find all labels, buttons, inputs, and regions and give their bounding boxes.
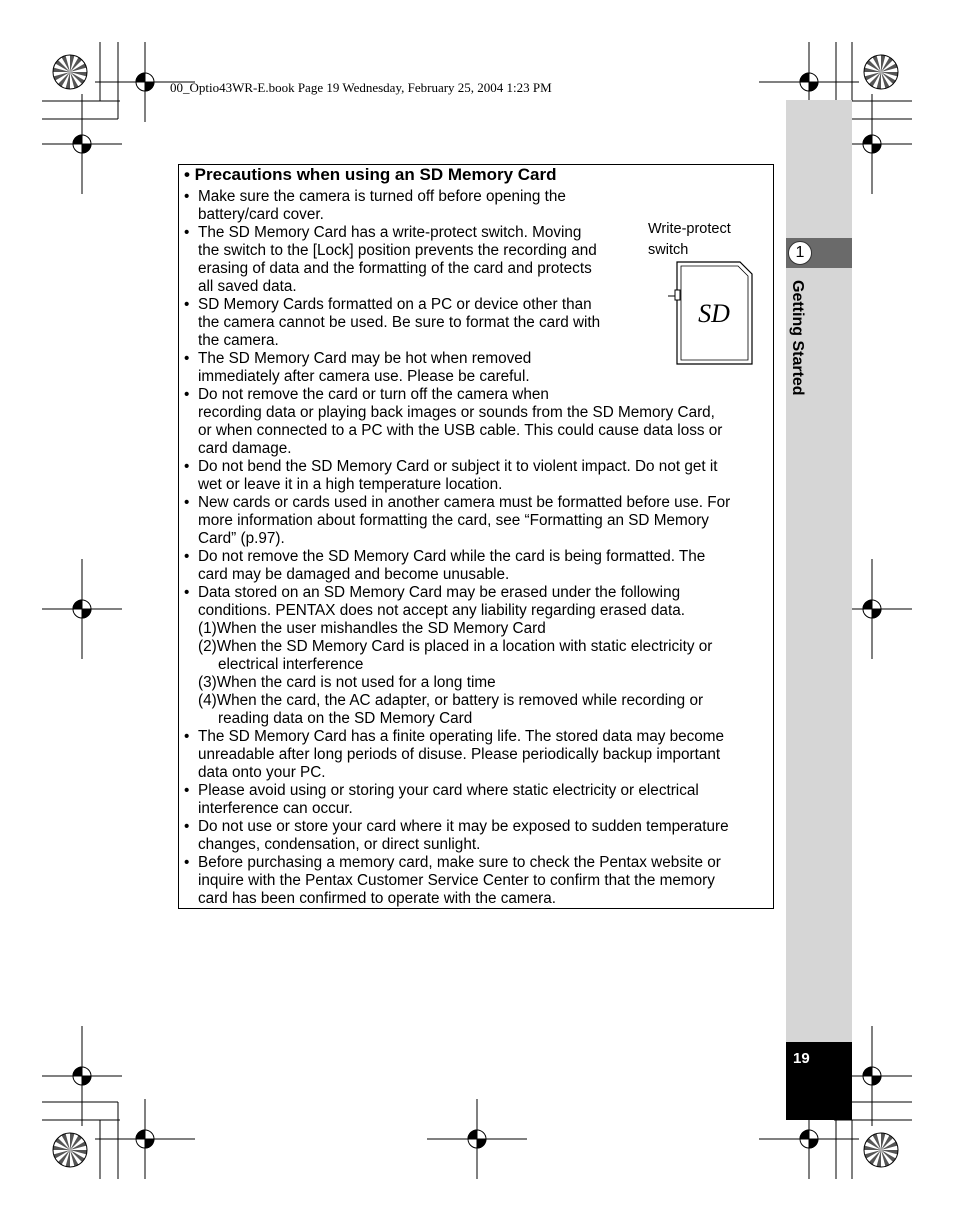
body-text-line: interference can occur. xyxy=(198,800,353,817)
body-text-line: Please avoid using or storing your card where static electricity or electrical xyxy=(198,782,699,799)
body-text-line: card has been confirmed to operate with the camera. xyxy=(198,890,556,907)
body-text-line: electrical interference xyxy=(218,656,364,673)
body-text-line: changes, condensation, or direct sunlight. xyxy=(198,836,481,853)
bullet-mark: • xyxy=(184,350,190,367)
starburst-mark xyxy=(864,1133,898,1167)
body-text-line: (2)When the SD Memory Card is placed in a location with static electricity or xyxy=(198,638,713,655)
body-text-line: Before purchasing a memory card, make sure to check the Pentax website or xyxy=(198,854,721,871)
page-number: 19 xyxy=(793,1050,810,1067)
body-text-line: Do not remove the card or turn off the camera when xyxy=(198,386,549,403)
body-text-line: The SD Memory Card has a finite operating life. The stored data may become xyxy=(198,728,725,745)
body-text-line: the camera. xyxy=(198,332,279,349)
body-text-line: data onto your PC. xyxy=(198,764,326,781)
print-header: 00_Optio43WR-E.book Page 19 Wednesday, February 25, 2004 1:23 PM xyxy=(170,80,552,95)
chapter-title: Getting Started xyxy=(789,280,806,396)
body-text-line: New cards or cards used in another camera must be formatted before use. For xyxy=(198,494,731,511)
section-title: • Precautions when using an SD Memory Card xyxy=(184,165,557,184)
body-text-line: (4)When the card, the AC adapter, or battery is removed while recording or xyxy=(198,692,704,709)
body-text-line: SD Memory Cards formatted on a PC or device other than xyxy=(198,296,592,313)
starburst-mark xyxy=(53,55,87,89)
body-text-line: Do not use or store your card where it may be exposed to sudden temperature xyxy=(198,818,729,835)
bullet-mark: • xyxy=(184,818,190,835)
bullet-mark: • xyxy=(184,296,190,313)
chapter-number: 1 xyxy=(788,241,812,265)
body-text-line: The SD Memory Card may be hot when removed xyxy=(198,350,532,367)
bullet-mark: • xyxy=(184,728,190,745)
body-text-line: reading data on the SD Memory Card xyxy=(218,710,473,727)
body-text-line: more information about formatting the card, see “Formatting an SD Memory xyxy=(198,512,709,529)
body-text-line: conditions. PENTAX does not accept any liability regarding erased data. xyxy=(198,602,685,619)
body-text-line: Do not bend the SD Memory Card or subject it to violent impact. Do not get it xyxy=(198,458,718,475)
starburst-mark xyxy=(53,1133,87,1167)
body-text-line: Do not remove the SD Memory Card while the card is being formatted. The xyxy=(198,548,706,565)
body-text-line: inquire with the Pentax Customer Service Center to confirm that the memory xyxy=(198,872,715,889)
body-text-line: the switch to the [Lock] position prevents the recording and xyxy=(198,242,597,259)
figure-label-line: switch xyxy=(648,241,689,258)
body-text-line: immediately after camera use. Please be careful. xyxy=(198,368,530,385)
starburst-mark xyxy=(864,55,898,89)
body-text-line: battery/card cover. xyxy=(198,206,324,223)
body-text-line: (1)When the user mishandles the SD Memory Card xyxy=(198,620,546,637)
body-text-line: unreadable after long periods of disuse. Please periodically backup important xyxy=(198,746,721,763)
bullet-mark: • xyxy=(184,224,190,241)
bullet-mark: • xyxy=(184,548,190,565)
body-text-line: erasing of data and the formatting of the card and protects xyxy=(198,260,592,277)
body-text-line: Data stored on an SD Memory Card may be erased under the following xyxy=(198,584,681,601)
bullet-mark: • xyxy=(184,494,190,511)
body-text-line: card may be damaged and become unusable. xyxy=(198,566,510,583)
bullet-mark: • xyxy=(184,854,190,871)
figure-label-line: Write-protect xyxy=(648,221,731,237)
body-text-line: Make sure the camera is turned off before opening the xyxy=(198,188,566,205)
body-text-line: The SD Memory Card has a write-protect switch. Moving xyxy=(198,224,582,241)
bullet-mark: • xyxy=(184,188,190,205)
body-text-line: (3)When the card is not used for a long time xyxy=(198,674,496,691)
body-text-line: Card” (p.97). xyxy=(198,530,285,547)
body-text-line: all saved data. xyxy=(198,278,297,295)
bullet-mark: • xyxy=(184,386,190,403)
bullet-mark: • xyxy=(184,458,190,475)
bullet-mark: • xyxy=(184,584,190,601)
bullet-mark: • xyxy=(184,782,190,799)
sd-card-logo: SD xyxy=(698,299,730,328)
body-text-line: the camera cannot be used. Be sure to format the card with xyxy=(198,314,601,331)
body-text-line: card damage. xyxy=(198,440,292,457)
body-text-line: recording data or playing back images or sounds from the SD Memory Card, xyxy=(198,404,715,421)
body-text-line: or when connected to a PC with the USB cable. This could cause data loss or xyxy=(198,422,723,439)
sd-card-illustration xyxy=(668,252,758,372)
body-text-line: wet or leave it in a high temperature location. xyxy=(198,476,503,493)
